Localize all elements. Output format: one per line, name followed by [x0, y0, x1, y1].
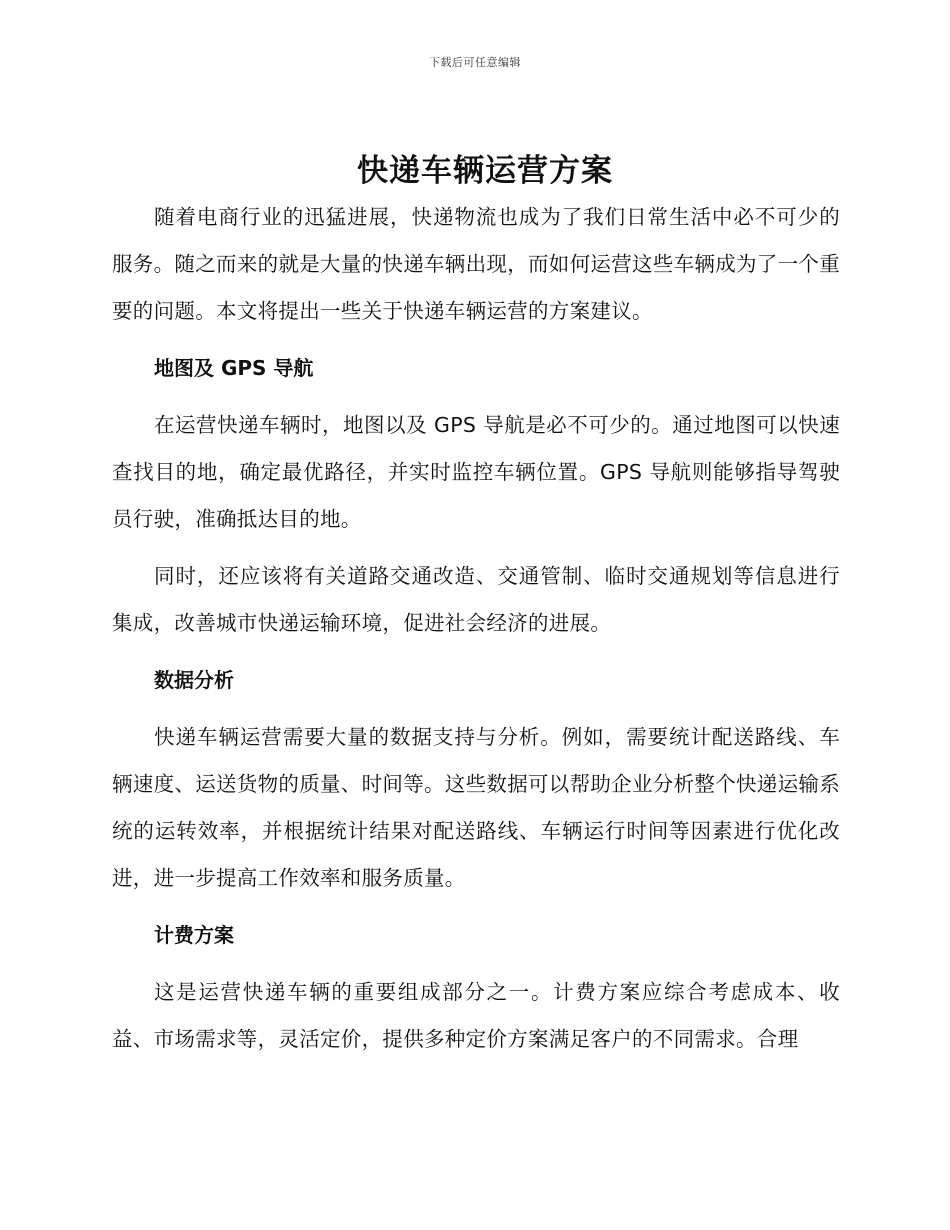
section-paragraph: 在运营快递车辆时，地图以及 GPS 导航是必不可少的。通过地图可以快速查找目的地，确定最优路径，并实时监控车辆位置。GPS 导航则能够指导驾驶员行驶，准确抵达目的地。 — [112, 413, 840, 531]
section-heading: 数据分析 — [154, 668, 234, 692]
document-body — [112, 148, 840, 1063]
section-heading: 地图及 GPS 导航 — [154, 356, 314, 380]
section-paragraph: 这是运营快递车辆的重要组成部分之一。计费方案应综合考虑成本、收益、市场需求等，灵活定价，提供多种定价方案满足客户的不同需求。合理 — [112, 980, 840, 1051]
section-paragraph: 同时，还应该将有关道路交通改造、交通管制、临时交通规划等信息进行集成，改善城市快递运输环境，促进社会经济的进展。 — [112, 564, 840, 635]
section-paragraph: 快递车辆运营需要大量的数据支持与分析。例如，需要统计配送路线、车辆速度、运送货物的质量、时间等。这些数据可以帮助企业分析整个快递运输系统的运转效率，并根据统计结果对配送路线、车辆运行时间等因素进行优化改进，进一步提高工作效率和服务质量。 — [112, 725, 840, 890]
intro-paragraph: 随着电商行业的迅猛进展，快递物流也成为了我们日常生活中必不可少的服务。随之而来的就是大量的快递车辆出现，而如何运营这些车辆成为了一个重要的问题。本文将提出一些关于快递车辆运营的方案建议。 — [112, 205, 840, 323]
section-gps-navigation — [112, 345, 840, 647]
page-header: 下载后可任意编辑 — [429, 56, 521, 69]
section-data-analysis — [112, 657, 840, 902]
section-heading: 计费方案 — [154, 923, 234, 947]
document-title: 快递车辆运营方案 — [357, 153, 613, 189]
section-billing-plan — [112, 912, 840, 1063]
